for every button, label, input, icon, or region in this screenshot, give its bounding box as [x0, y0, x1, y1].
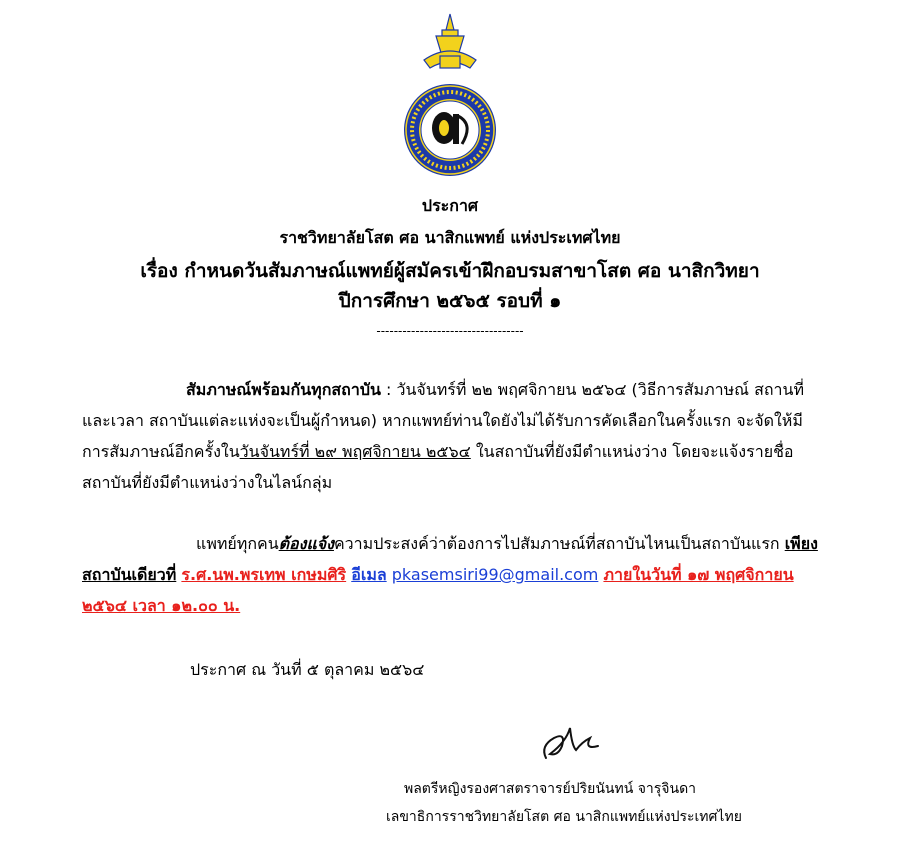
announcement-label: ประกาศ: [421, 196, 479, 215]
interview-text-b: ในสถาบันที่ยังมีตำแหน่งว่าง โดยจะแจ้งรายชื่อสถาบันที่ยังมีตำแหน่งว่างในไลน์กลุ่ม: [82, 442, 794, 492]
announce-date: ประกาศ ณ วันที่ ๕ ตุลาคม ๒๕๖๔: [190, 660, 425, 679]
must-inform-text: ต้องแจ้ง: [278, 534, 334, 553]
year-round-title: ปีการศึกษา ๒๕๖๕ รอบที่ ๑: [338, 290, 562, 312]
signature-image: [536, 716, 606, 766]
organization-name: ราชวิทยาลัยโสต ศอ นาสิกแพทย์ แห่งประเทศไทย: [279, 228, 621, 247]
college-logo: [400, 12, 500, 182]
second-interview-date: วันจันทร์ที่ ๒๙ พฤศจิกายน ๒๕๖๔: [239, 442, 471, 461]
submission-text-b: ความประสงค์ว่าต้องการไปสัมภาษณ์ที่สถาบันไหนเป็นสถาบันแรก: [333, 534, 785, 553]
paragraph-submission: [82, 528, 822, 621]
signer-name: พลตรีหญิงรองศาสตราจารย์ปริยนันทน์ จารุจินดา: [404, 781, 697, 797]
interview-text-a: : วันจันทร์ที่ ๒๒ พฤศจิกายน ๒๕๖๔ (วิธีการสัมภาษณ์ สถานที่ และเวลา สถาบันแต่ละแห่งจะเป็นผู้กำหนด) หากแพทย์ท่านใดยังไม่ได้รับการคัดเลือกในครั้งแรก จะจัดให้มีการสัมภาษณ์อีกครั้งใน: [82, 380, 805, 461]
email-label: อีเมล: [351, 565, 387, 584]
contact-name: ร.ศ.นพ.พรเทพ เกษมศิริ: [181, 565, 347, 584]
deadline-text: ภายในวันที่ ๑๗ พฤศจิกายน ๒๕๖๔ เวลา ๑๒.๐๐ น.: [82, 565, 794, 615]
crown-emblem: [424, 14, 476, 68]
interview-lead: สัมภาษณ์พร้อมกันทุกสถาบัน: [186, 380, 381, 399]
separator-line: ----------------------------------: [376, 324, 524, 338]
subject-title: เรื่อง กำหนดวันสัมภาษณ์แพทย์ผู้สมัครเข้าฝึกอบรมสาขาโสต ศอ นาสิกวิทยา: [140, 260, 760, 282]
email-link[interactable]: pkasemsiri99@gmail.com: [391, 565, 599, 584]
signer-position: เลขาธิการราชวิทยาลัยโสต ศอ นาสิกแพทย์แห่งประเทศไทย: [386, 809, 742, 825]
submission-text-a: แพทย์ทุกคน: [196, 534, 279, 553]
only-one-institution: เพียงสถาบันเดียวที่: [82, 534, 818, 584]
paragraph-interview-schedule: [82, 374, 822, 498]
